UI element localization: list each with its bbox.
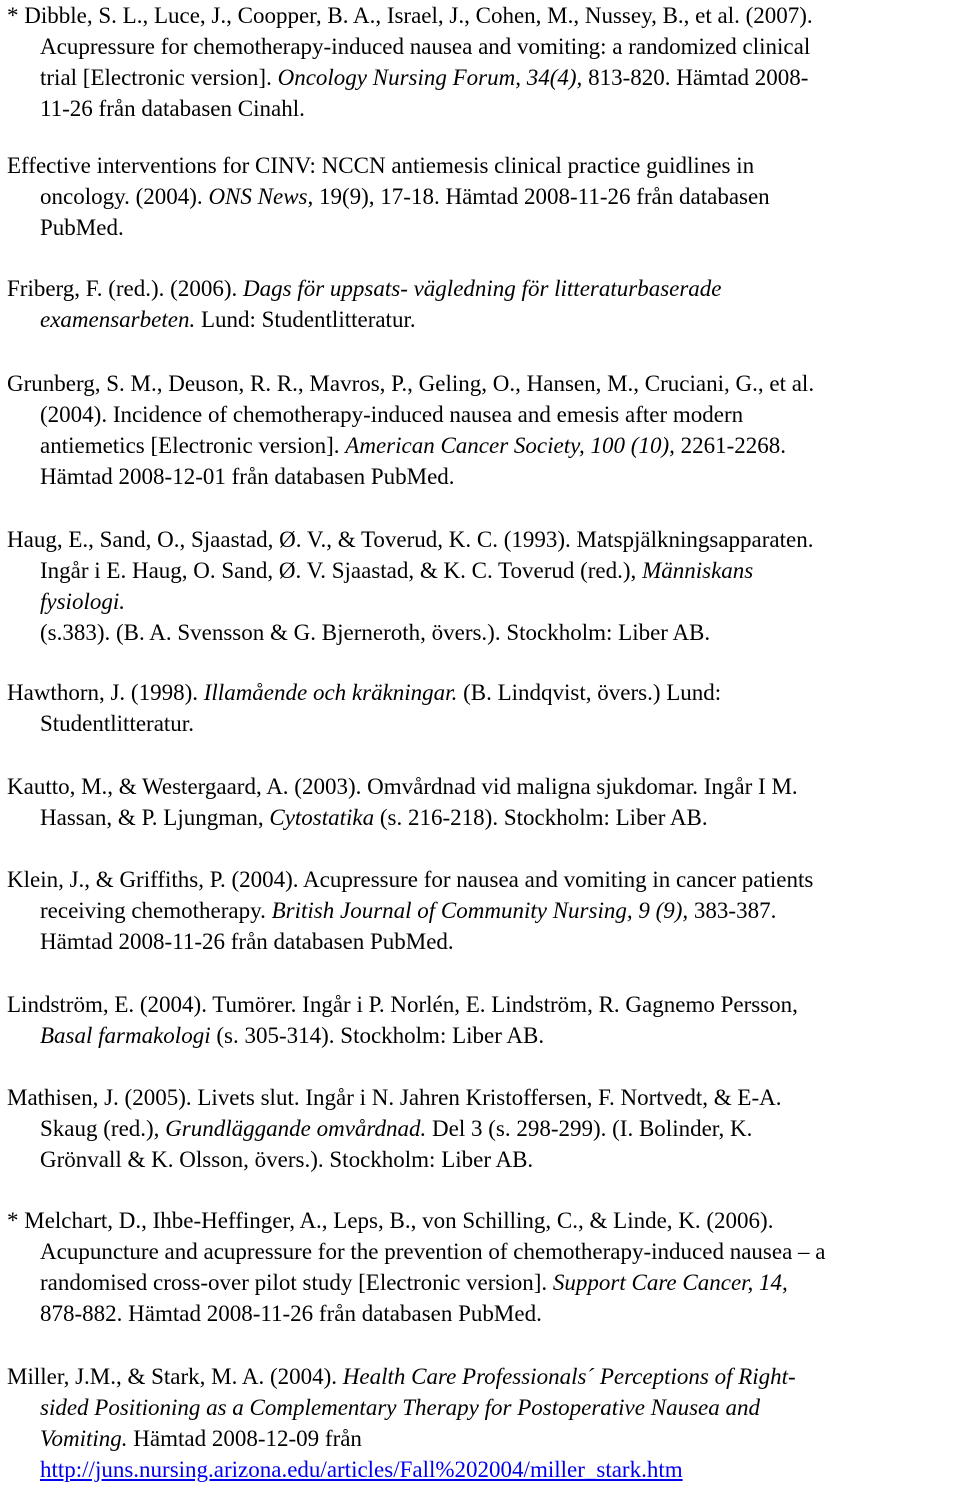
reference-line xyxy=(7,1423,960,1454)
reference-entry-melchart xyxy=(7,1205,960,1329)
reference-text: Friberg, F. (red.). (2006). xyxy=(7,276,243,301)
reference-line xyxy=(7,368,960,399)
reference-italic-text: fysiologi. xyxy=(40,589,125,614)
reference-text: Kautto, M., & Westergaard, A. (2003). Omvårdnad vid maligna sjukdomar. Ingår I M. xyxy=(7,774,798,799)
reference-line xyxy=(7,31,960,62)
reference-line xyxy=(7,150,960,181)
reference-line xyxy=(7,399,960,430)
reference-line xyxy=(7,1236,960,1267)
reference-italic-text: examensarbeten. xyxy=(40,307,196,332)
reference-line xyxy=(7,1113,960,1144)
reference-text: trial [Electronic version]. xyxy=(40,65,278,90)
reference-line xyxy=(7,1361,960,1392)
reference-line xyxy=(7,1020,960,1051)
reference-text: antiemetics [Electronic version]. xyxy=(40,433,346,458)
reference-italic-text: Cytostatika xyxy=(269,805,375,830)
reference-line xyxy=(7,1454,960,1485)
reference-line xyxy=(7,586,960,617)
reference-text: Lindström, E. (2004). Tumörer. Ingår i P. Norlén, E. Lindström, R. Gagnemo Persson, xyxy=(7,992,798,1017)
reference-line xyxy=(7,430,960,461)
reference-line xyxy=(7,1082,960,1113)
reference-text: Del 3 (s. 298-299). (I. Bolinder, K. xyxy=(426,1116,753,1141)
reference-text: (B. Lindqvist, övers.) Lund: xyxy=(457,680,722,705)
reference-line xyxy=(7,304,960,335)
reference-line xyxy=(7,0,960,31)
reference-text: 383-387. xyxy=(688,898,777,923)
reference-entry-dibble xyxy=(7,0,960,124)
reference-line xyxy=(7,864,960,895)
reference-italic-text: Health Care Professionals´ Perceptions of Right- xyxy=(342,1364,796,1389)
reference-text: 11-26 från databasen Cinahl. xyxy=(40,96,305,121)
reference-line xyxy=(7,1267,960,1298)
reference-text: (s. 216-218). Stockholm: Liber AB. xyxy=(374,805,708,830)
reference-line xyxy=(7,802,960,833)
reference-text: (s.383). (B. A. Svensson & G. Bjerneroth, övers.). Stockholm: Liber AB. xyxy=(40,620,711,645)
reference-italic-text: Basal farmakologi xyxy=(40,1023,211,1048)
reference-entry-mathisen xyxy=(7,1082,960,1175)
reference-italic-text: Support Care Cancer, 14, xyxy=(552,1270,788,1295)
reference-entry-haug xyxy=(7,524,960,648)
reference-text: 2261-2268. xyxy=(674,433,787,458)
reference-line xyxy=(7,1205,960,1236)
reference-text: Grönvall & K. Olsson, övers.). Stockholm: Liber AB. xyxy=(40,1147,534,1172)
reference-entry-miller xyxy=(7,1361,960,1485)
reference-text: (2004). Incidence of chemotherapy-induced nausea and emesis after modern xyxy=(40,402,744,427)
reference-italic-text: Dags för uppsats- vägledning för litteraturbaserade xyxy=(243,276,722,301)
reference-italic-text: ONS News, xyxy=(208,184,314,209)
reference-text: Hawthorn, J. (1998). xyxy=(7,680,204,705)
reference-line xyxy=(7,1144,960,1175)
reference-line xyxy=(7,212,960,243)
reference-entry-hawthorn xyxy=(7,677,960,739)
reference-text: Haug, E., Sand, O., Sjaastad, Ø. V., & Toverud, K. C. (1993). Matspjälkningsapparaten. xyxy=(7,527,814,552)
reference-text: Mathisen, J. (2005). Livets slut. Ingår i N. Jahren Kristoffersen, F. Nortvedt, & E-A. xyxy=(7,1085,782,1110)
reference-text: 878-882. Hämtad 2008-11-26 från databasen PubMed. xyxy=(40,1301,542,1326)
reference-line xyxy=(7,62,960,93)
reference-line xyxy=(7,895,960,926)
reference-entry-nccn xyxy=(7,150,960,243)
reference-entry-kautto xyxy=(7,771,960,833)
reference-text: 19(9), 17-18. Hämtad 2008-11-26 från databasen xyxy=(313,184,770,209)
reference-line xyxy=(7,555,960,586)
reference-text: PubMed. xyxy=(40,215,124,240)
reference-text: Grunberg, S. M., Deuson, R. R., Mavros, P., Geling, O., Hansen, M., Cruciani, G., et al. xyxy=(7,371,815,396)
reference-text: receiving chemotherapy. xyxy=(40,898,272,923)
reference-line xyxy=(7,926,960,957)
reference-italic-text: sided Positioning as a Complementary Therapy for Postoperative Nausea and xyxy=(40,1395,760,1420)
reference-line xyxy=(7,524,960,555)
reference-text: Studentlitteratur. xyxy=(40,711,194,736)
reference-text: * Dibble, S. L., Luce, J., Coopper, B. A., Israel, J., Cohen, M., Nussey, B., et al. (2007). xyxy=(7,3,813,28)
reference-text: Skaug (red.), xyxy=(40,1116,166,1141)
reference-text: Acupressure for chemotherapy-induced nausea and vomiting: a randomized clinical xyxy=(40,34,811,59)
reference-text: * Melchart, D., Ihbe-Heffinger, A., Leps, B., von Schilling, C., & Linde, K. (2006). xyxy=(7,1208,774,1233)
reference-line xyxy=(7,93,960,124)
reference-text: Hassan, & P. Ljungman, xyxy=(40,805,270,830)
reference-text: randomised cross-over pilot study [Electronic version]. xyxy=(40,1270,553,1295)
reference-entry-grunberg xyxy=(7,368,960,492)
reference-text: Miller, J.M., & Stark, M. A. (2004). xyxy=(7,1364,343,1389)
reference-text: Ingår i E. Haug, O. Sand, Ø. V. Sjaastad, & K. C. Toverud (red.), xyxy=(40,558,643,583)
reference-text: oncology. (2004). xyxy=(40,184,209,209)
reference-entry-lindstrom xyxy=(7,989,960,1051)
reference-line xyxy=(7,1392,960,1423)
reference-text: Acupuncture and acupressure for the prevention of chemotherapy-induced nausea – a xyxy=(40,1239,826,1264)
reference-line xyxy=(7,989,960,1020)
reference-text: Klein, J., & Griffiths, P. (2004). Acupressure for nausea and vomiting in cancer patients xyxy=(7,867,814,892)
reference-italic-text: Illamående och kräkningar. xyxy=(203,680,458,705)
reference-italic-text: Grundläggande omvårdnad. xyxy=(165,1116,427,1141)
reference-line xyxy=(7,181,960,212)
reference-italic-text: British Journal of Community Nursing, 9 (9), xyxy=(271,898,689,923)
reference-line xyxy=(7,677,960,708)
reference-text: Effective interventions for CINV: NCCN antiemesis clinical practice guidlines in xyxy=(7,153,755,178)
reference-url-link[interactable]: http://juns.nursing.arizona.edu/articles/Fall%202004/miller_stark.htm xyxy=(40,1457,683,1482)
reference-line xyxy=(7,708,960,739)
reference-entry-klein xyxy=(7,864,960,957)
reference-line xyxy=(7,461,960,492)
reference-line xyxy=(7,771,960,802)
reference-line xyxy=(7,1298,960,1329)
reference-italic-text: Människans xyxy=(642,558,754,583)
reference-entry-friberg xyxy=(7,273,960,335)
reference-italic-text: Vomiting. xyxy=(40,1426,128,1451)
reference-text: Hämtad 2008-12-09 från xyxy=(127,1426,362,1451)
reference-italic-text: Oncology Nursing Forum, 34(4), xyxy=(277,65,583,90)
reference-text: (s. 305-314). Stockholm: Liber AB. xyxy=(210,1023,545,1048)
reference-text: Lund: Studentlitteratur. xyxy=(195,307,416,332)
reference-line xyxy=(7,273,960,304)
reference-text: Hämtad 2008-12-01 från databasen PubMed. xyxy=(40,464,455,489)
reference-text: Hämtad 2008-11-26 från databasen PubMed. xyxy=(40,929,454,954)
reference-line xyxy=(7,617,960,648)
reference-text: 813-820. Hämtad 2008- xyxy=(582,65,809,90)
reference-italic-text: American Cancer Society, 100 (10), xyxy=(345,433,675,458)
